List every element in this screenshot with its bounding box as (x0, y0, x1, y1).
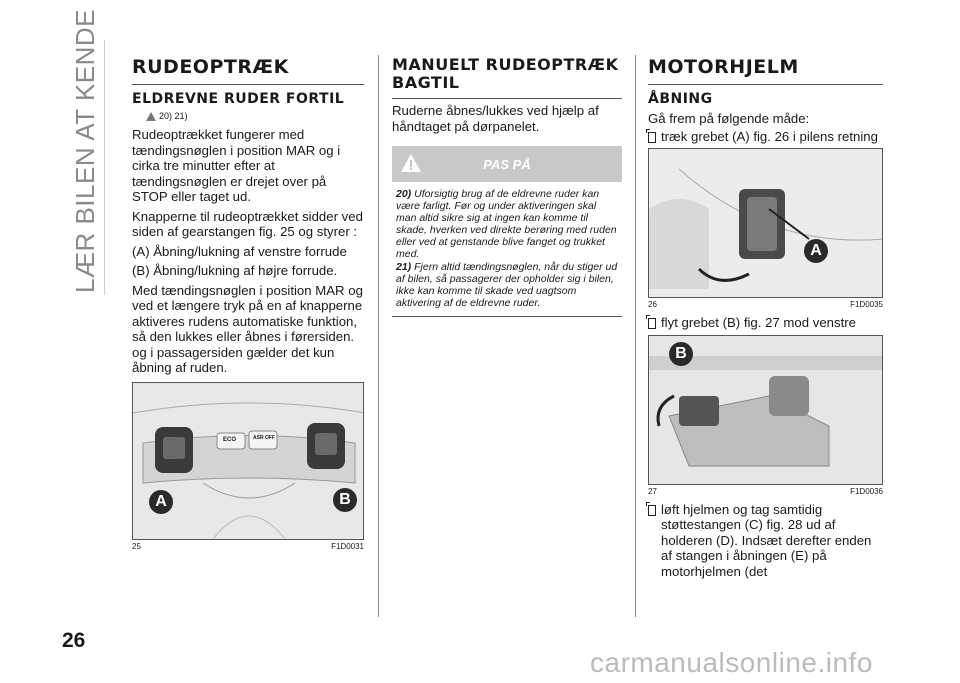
warning-title: PAS PÅ (483, 157, 531, 172)
watermark: carmanualsonline.info (590, 647, 873, 678)
warning-triangle-icon (146, 112, 156, 121)
column-divider (635, 55, 636, 617)
paragraph: Rudeoptrækket fungerer med tændingsnøglen i position MAR og i cirka tre minutter efter at tændingsnøglen er drejet over på STOP eller taget ud. (132, 127, 341, 204)
section-title: MOTORHJELM (648, 56, 883, 85)
column-manuelt (392, 56, 622, 317)
column-rudeoptraek (132, 56, 364, 557)
warning-body (392, 182, 622, 316)
warning-box (392, 146, 622, 317)
subsection-title: ÅBNING (648, 91, 713, 107)
step-item: flyt grebet (B) fig. 27 mod venstre (648, 315, 883, 331)
eco-label: ECO (223, 436, 237, 443)
bullet-icon (648, 505, 656, 516)
asr-label: ASR OFF (253, 434, 275, 441)
chapter-side-tab (62, 8, 102, 293)
step-item: løft hjelmen og tag samtidig støttestangen (C) fig. 28 ud af holderen (D). Indsæt derefter enden af stangen i åbningen (E) på motorhjelmen (det (648, 502, 883, 580)
paragraph: (B) Åbning/lukning af højre forrude. (132, 263, 338, 278)
page-number: 26 (62, 629, 86, 652)
callout-a: A (149, 490, 173, 514)
column-motorhjelm (648, 56, 883, 582)
paragraph: Ruderne åbnes/lukkes ved hjælp af håndtaget på dørpanelet. (392, 103, 599, 134)
callout-b: B (669, 342, 693, 366)
chapter-title: LÆR BILEN AT KENDE (70, 8, 100, 293)
step-item: træk grebet (A) fig. 26 i pilens retning (648, 129, 883, 145)
figure-window-buttons (132, 382, 364, 540)
hood-lever-illustration (649, 149, 883, 297)
section-title: MANUELT RUDEOPTRÆK BAGTIL (392, 56, 622, 99)
figure-hood-lever-b (648, 335, 883, 485)
side-divider (104, 40, 105, 295)
figure-hood-lever-a (648, 148, 883, 298)
window-switch-illustration (133, 383, 364, 539)
paragraph: Knapperne til rudeoptrækket sidder ved siden af gearstangen fig. 25 og styrer : (132, 208, 363, 239)
column-divider (378, 55, 379, 617)
figure-caption: 27 F1D0036 (648, 486, 883, 496)
warning-item: 20) Uforsigtig brug af de eldrevne ruder kan være farligt. Før og under aktiveringen skal man altid sikre sig at ingen kan komme til skade, hverken ved direkte berøring med ruden eller ved at genstande blive fanget og trukket med. (396, 188, 617, 260)
paragraph: (A) Åbning/lukning af venstre forrude (132, 243, 347, 259)
warning-refs: 20) 21) (146, 111, 364, 121)
intro-text: Gå frem på følgende måde: (648, 111, 810, 126)
callout-a: A (804, 239, 828, 263)
callout-b: B (333, 488, 357, 512)
warning-item: 21) Fjern altid tændingsnøglen, når du stiger ud af bilen, så passagerer der opholder sig i bilen, ikke kan komme til skade ved uagtsom aktivering af de eldrevne ruder. (396, 261, 618, 309)
bullet-icon (648, 132, 656, 143)
figure-caption: 26 F1D0035 (648, 300, 883, 309)
bullet-icon (648, 318, 656, 329)
warning-header (392, 146, 622, 182)
subsection-title: ELDREVNE RUDER FORTIL (132, 91, 345, 107)
section-title: RUDEOPTRÆK (132, 56, 364, 85)
figure-caption: 25 F1D0031 (132, 541, 364, 551)
paragraph: Med tændingsnøglen i position MAR og ved et længere tryk på en af knapperne aktiveres rudens automatiske funktion, så den lukkes eller åbnes i førersiden. og i passagersiden gælder det kun åbning af ruden. (132, 282, 363, 375)
